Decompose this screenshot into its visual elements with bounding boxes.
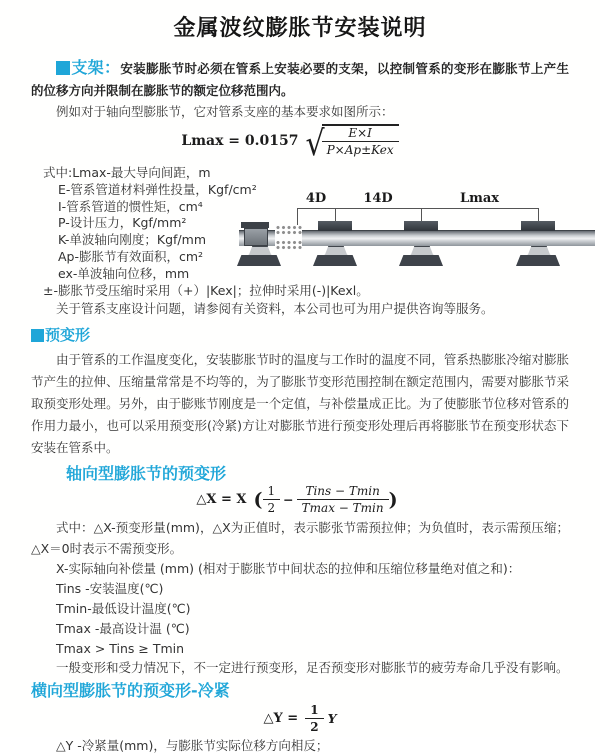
axial-formula xyxy=(0,484,600,516)
definition-line: I-管系管道的惯性矩，cm⁴ xyxy=(58,198,203,214)
section-marker-icon xyxy=(31,329,44,342)
definition-line: ±-膨胀节受压缩时采用（+）|Kex|；拉伸时采用(-)|Kexl。 xyxy=(43,282,369,298)
lateral-formula-lhs: △Y = xyxy=(263,711,299,727)
axial-definition-line: Tins -安装温度(℃) xyxy=(56,581,164,597)
guide-block xyxy=(404,221,438,231)
axial-definition-line: X-实际轴向补偿量 (mm) (相对于膨胀节中间状态的拉伸和压缩位移量绝对值之和)： xyxy=(56,561,521,577)
support-example-line: 例如对于轴向型膨胀节，它对管系支座的基本要求如图所示： xyxy=(56,104,394,119)
definition-line: P-设计压力，Kgf/mm² xyxy=(58,215,187,231)
axial-general-note: 一般变形和受力情况下，不一定进行预变形，足否预变形对膨胀节的疲劳寿命几乎没有影响。 xyxy=(56,660,569,676)
predeform-section-header xyxy=(31,325,569,346)
definition-line: ex-单波轴向位移，mm xyxy=(58,265,190,281)
temp-numerator: Tins − Tmin xyxy=(297,484,389,500)
support-foot xyxy=(516,255,560,266)
half-numerator: 1 xyxy=(263,484,281,500)
half-denominator: 2 xyxy=(310,720,319,735)
support-foot xyxy=(399,255,443,266)
half-numerator: 1 xyxy=(305,703,323,719)
support-intro-paragraph xyxy=(31,57,569,102)
lateral-subsection-header: 横向型膨胀节的预变形-冷紧 xyxy=(31,681,230,701)
dim-label-14d: 14D xyxy=(363,191,393,206)
temperature-fraction xyxy=(297,484,389,515)
service-note-line: 关于管系支座设计问题，请参阅有关资料，本公司也可为用户提供咨询等服务。 xyxy=(56,301,494,317)
predeform-header-text: 预变形 xyxy=(45,326,91,345)
lmax-formula-denominator: P×Ap±Kex xyxy=(326,143,394,157)
right-paren: ) xyxy=(388,488,398,511)
axial-definition-line: Tmax -最高设计温 (℃) xyxy=(56,620,190,636)
pipe-support xyxy=(311,188,359,280)
dim-label-4d: 4D xyxy=(305,191,327,206)
anchor-block xyxy=(244,228,268,246)
support-spacing-diagram xyxy=(235,188,597,280)
lateral-formula xyxy=(0,703,600,735)
pipe-support xyxy=(397,188,445,280)
lmax-formula-fraction xyxy=(322,124,399,157)
axial-subsection-header: 轴向型膨胀节的预变形 xyxy=(66,464,227,484)
support-foot xyxy=(237,255,281,266)
square-root-sign: √ xyxy=(305,123,325,164)
axial-inequality-line: Tmax > Tins ≥ Tmin xyxy=(56,640,185,656)
temp-denominator: Tmax − Tmin xyxy=(301,501,384,516)
left-paren: ( xyxy=(253,488,263,511)
lateral-note: △Y -冷紧量(mm)，与膨胀节实际位移方向相反； xyxy=(56,738,329,754)
lmax-formula xyxy=(0,123,600,164)
lateral-formula-rhs: Y xyxy=(327,711,337,727)
section-marker-icon xyxy=(56,61,70,75)
definition-line: Ap-膨胀节有效面积，cm² xyxy=(58,248,204,264)
definition-line: E-管系管道材料弹性投量，Kgf/cm² xyxy=(58,181,257,197)
support-intro-text: 安装膨胀节时必须在管系上安装必要的支架，以控制管系的变形在膨胀节上产生的位移方向并限制在膨胀节的额定位移范围内。 xyxy=(31,61,569,98)
minus-operator: − xyxy=(283,492,294,508)
axial-formula-lhs: △X = X xyxy=(196,492,247,508)
support-section-label: 支架： xyxy=(71,58,121,77)
support-foot xyxy=(313,255,357,266)
dim-label-lmax: Lmax xyxy=(459,191,500,206)
guide-block xyxy=(318,221,352,231)
guide-block xyxy=(521,221,555,231)
half-denominator: 2 xyxy=(267,501,276,516)
lmax-formula-lhs: Lmax = 0.0157 xyxy=(181,132,299,149)
one-half-fraction xyxy=(305,703,323,734)
bellows-joint xyxy=(275,225,302,250)
definition-line: 式中:Lmax-最大导向间距，m xyxy=(43,165,211,180)
axial-explanation: 式中：△X-预变形量(mm)，△X为正值时，表示膨张节需预拉伸；为负值时，表示需预压缩；△X＝0时表示不需预变形。 xyxy=(31,520,569,556)
axial-definition-line: Tmin-最低设计温度(℃) xyxy=(56,600,191,616)
page-title: 金属波纹膨胀节安装说明 xyxy=(173,16,427,41)
one-half-fraction xyxy=(263,484,281,515)
lmax-formula-numerator: E×I xyxy=(322,126,399,142)
predeform-paragraph: 由于管系的工作温度变化，安装膨胀节时的温度与工作时的温度不同，管系热膨胀冷缩对膨胀节产生的拉伸、压缩量常常是不均等的，为了膨胀节变形范围控制在额定范围内，需要对膨胀节采取预变形处理。另外，由于膨账节刚度是一个定值，与补偿量成正比。为了使膨胀节位移对管系的作用力最小，也可以采用预变形(冷紧)方让对膨胀节进行预变形处理后再将膨胀节在预变形状态下安装在管系中。 xyxy=(31,352,569,456)
pipe-support xyxy=(514,188,562,280)
definition-line: K-单波轴向刚度；Kgf/mm xyxy=(58,232,206,248)
